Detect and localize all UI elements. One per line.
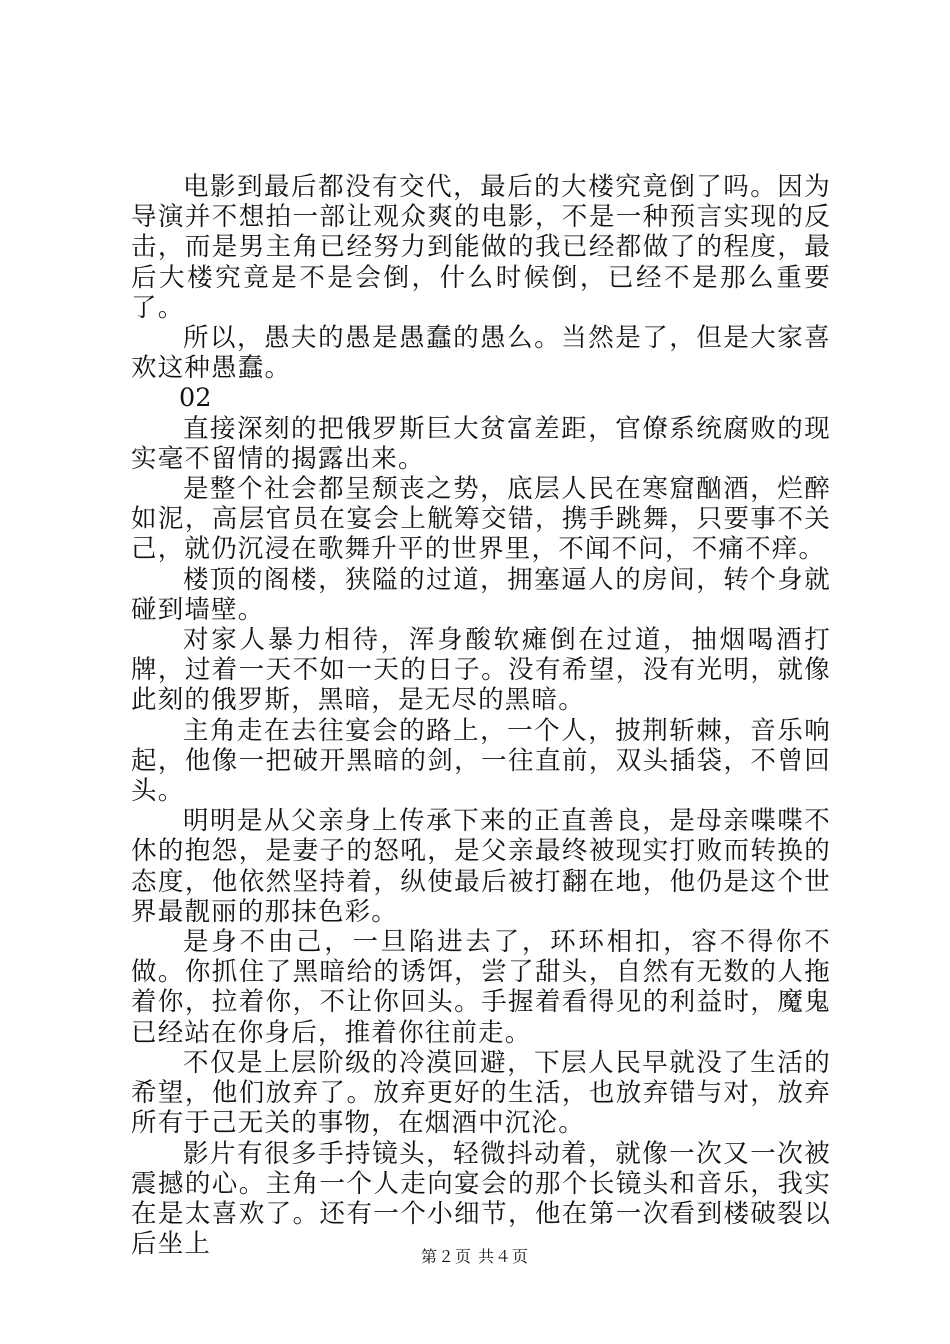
paragraph: 楼顶的阁楼，狭隘的过道，拥塞逼人的房间，转个身就碰到墙壁。: [131, 564, 831, 625]
paragraph: 所以，愚夫的愚是愚蠢的愚么。当然是了，但是大家喜欢这种愚蠢。: [131, 323, 831, 384]
paragraph: 主角走在去往宴会的路上，一个人，披荆斩棘，音乐响起，他像一把破开黑暗的剑，一往直前，双头插袋，不曾回头。: [131, 715, 831, 807]
paragraph: 是整个社会都呈颓丧之势，底层人民在寒窟酗酒，烂醉如泥，高层官员在宴会上觥筹交错，携手跳舞，只要事不关己，就仍沉浸在歌舞升平的世界里，不闻不问，不痛不痒。: [131, 474, 831, 565]
paragraph: 是身不由己，一旦陷进去了，环环相扣，容不得你不做。你抓住了黑暗给的诱饵，尝了甜头，自然有无数的人拖着你，拉着你，不让你回头。手握着看得见的利益时，魔鬼已经站在你身后，推着你往前走。: [131, 927, 831, 1048]
paragraph: 直接深刻的把俄罗斯巨大贫富差距，官僚系统腐败的现实毫不留情的揭露出来。: [131, 413, 831, 474]
article-body: [131, 172, 831, 1259]
paragraph: 电影到最后都没有交代，最后的大楼究竟倒了吗。因为导演并不想拍一部让观众爽的电影，不是一种预言实现的反击，而是男主角已经努力到能做的我已经都做了的程度，最后大楼究竟是不是会倒，什么时候倒，已经不是那么重要了。: [131, 172, 831, 323]
page-footer: 第２页 共４页: [420, 1247, 530, 1266]
section-number: 02: [179, 383, 212, 414]
paragraph: 影片有很多手持镜头，轻微抖动着，就像一次又一次被震撼的心。主角一个人走向宴会的那个长镜头和音乐，我实在是太喜欢了。还有一个小细节，他在第一次看到楼破裂以后坐上: [131, 1138, 831, 1260]
paragraph: 对家人暴力相待，浑身酸软瘫倒在过道，抽烟喝酒打牌，过着一天不如一天的日子。没有希望，没有光明，就像此刻的俄罗斯，黑暗，是无尽的黑暗。: [131, 625, 831, 716]
paragraph: 不仅是上层阶级的冷漠回避，下层人民早就没了生活的希望，他们放弃了。放弃更好的生活，也放弃错与对，放弃所有于己无关的事物，在烟酒中沉沦。: [131, 1047, 831, 1139]
paragraph: 明明是从父亲身上传承下来的正直善良，是母亲喋喋不休的抱怨，是妻子的怒吼，是父亲最终被现实打败而转换的态度，他依然坚持着，纵使最后被打翻在地，他仍是这个世界最靓丽的那抹色彩。: [131, 806, 831, 927]
